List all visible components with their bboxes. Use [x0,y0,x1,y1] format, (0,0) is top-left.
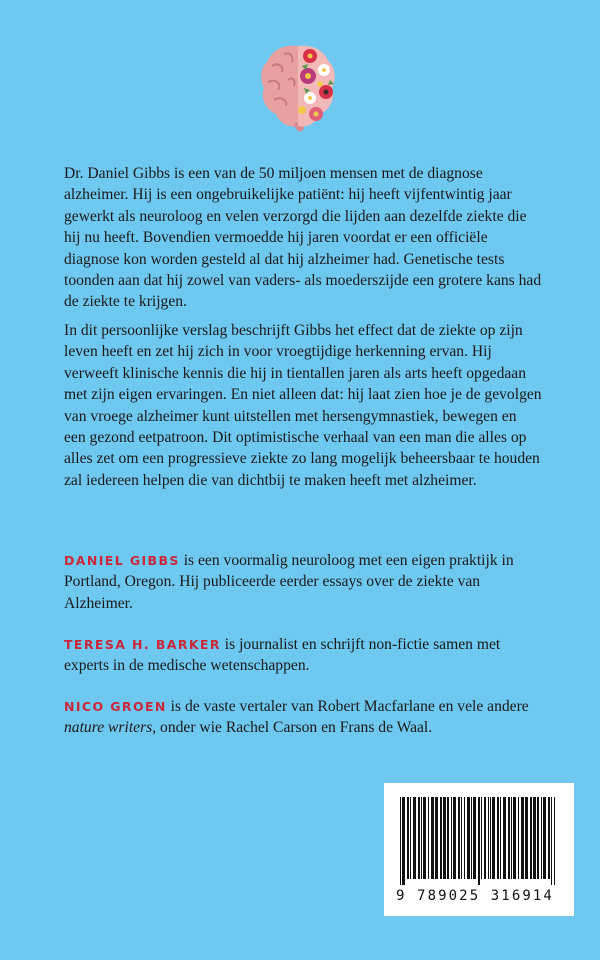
barcode-bar [423,797,426,879]
barcode-bar [497,797,499,879]
barcode-bar [413,797,416,879]
barcode-bars [396,797,562,885]
barcode-bar [508,797,510,879]
barcode-bar [418,797,420,879]
author-bio-text: is een voormalig neuroloog met een eigen praktijk in Portland, Oregon. Hij publiceerde eerder essays over de ziekte van Alzheimer. [64,552,514,612]
barcode-bar [410,797,411,879]
translator-bio-groen [64,696,542,739]
barcode-bar [530,797,532,879]
brain-flower-icon [258,40,340,136]
barcode-bar [451,797,452,879]
barcode-bar [503,797,506,879]
barcode-bar [521,797,524,879]
barcode-bar [473,797,476,879]
barcode-bar [492,797,495,879]
barcode-bar [435,797,438,879]
description-paragraph-1: Dr. Daniel Gibbs is een van de 50 miljoen mensen met de diagnose alzheimer. Hij is een ongebruikelijke patiënt: hij heeft vijfentwintig jaar gewerkt als neuroloog en velen verzorgd die lijden aan dezelfde ziekte die hij nu heeft. Bovendien vermoedde hij jaren voordat er een officiële diagnose kon worden gesteld al dat hij alzheimer had. Genetische tests toonden aan dat hij zowel van vaders- als moederszijde een grotere kans had de ziekte te krijgen. [64,165,542,311]
barcode-bar [500,797,501,879]
barcode-box [384,783,574,916]
barcode-bar [511,797,512,879]
translator-bio-italic: nature writers [64,719,153,737]
barcode-bar [471,797,472,879]
barcode-bar [548,797,550,879]
author-bio-barker [64,634,542,677]
barcode-bar [484,797,486,879]
brain-flower-logo [258,40,340,136]
barcode-bar [464,797,465,879]
barcode-bar [421,797,422,879]
barcode-bar [490,797,491,879]
barcode-bar [543,797,546,879]
barcode-bar [478,797,480,885]
barcode-bar [431,797,434,879]
author-name-gibbs: DANIEL GIBBS [64,553,180,568]
barcode-bar [467,797,470,879]
barcode-bar [533,797,536,879]
barcode-bar [488,797,489,879]
barcode-bar [461,797,462,879]
barcode-bar [518,797,519,879]
author-bio-gibbs [64,550,542,614]
translator-bio-text-b: , onder wie Rachel Carson en Frans de Waal. [152,719,433,737]
barcode-bar [537,797,539,879]
barcode-bar [407,797,409,879]
barcode-bar [513,797,516,879]
barcode-bar [402,797,405,885]
barcode-bar [525,797,528,879]
translator-name-groen: NICO GROEN [64,699,167,714]
barcode-bar [443,797,446,879]
author-name-barker: TERESA H. BARKER [64,637,221,652]
barcode-bar [447,797,449,879]
barcode-bar [428,797,429,879]
barcode-bar [440,797,442,879]
description-paragraph-2: In dit persoonlijke verslag beschrijft Gibbs het effect dat de ziekte op zijn leven heeft en zet hij zich in voor vroegtijdige herkenning ervan. Hij verweeft klinische kennis die hij in tientallen jaren als arts heeft opgedaan met zijn eigen ervaringen. En niet alleen dat: hij laat zien hoe je de gevolgen van vroege alzheimer kunt uitstellen met hersengymnastiek, bewegen en een gezond eetpatroon. Dit optimistische verhaal van een man die alles op alles zet om een progressieve ziekte zo lang mogelijk beheersbaar te houden zal iedereen helpen die van dichtbij te maken heeft met alzheimer. [64,322,542,489]
barcode-bar [541,797,542,879]
barcode-bar [458,797,460,879]
barcode-bar [554,797,555,885]
barcode-bar [551,797,552,885]
translator-bio-text-a: is de vaste vertaler van Robert Macfarlane en vele andere [166,698,529,715]
author-bio-text: is journalist en schrijft non-fictie samen met experts in de medische wetenschappen. [64,636,501,675]
barcode-bar [400,797,401,885]
barcode-bar [481,797,482,879]
barcode-bar [453,797,456,879]
isbn-number: 9 789025 316914 [396,888,554,904]
